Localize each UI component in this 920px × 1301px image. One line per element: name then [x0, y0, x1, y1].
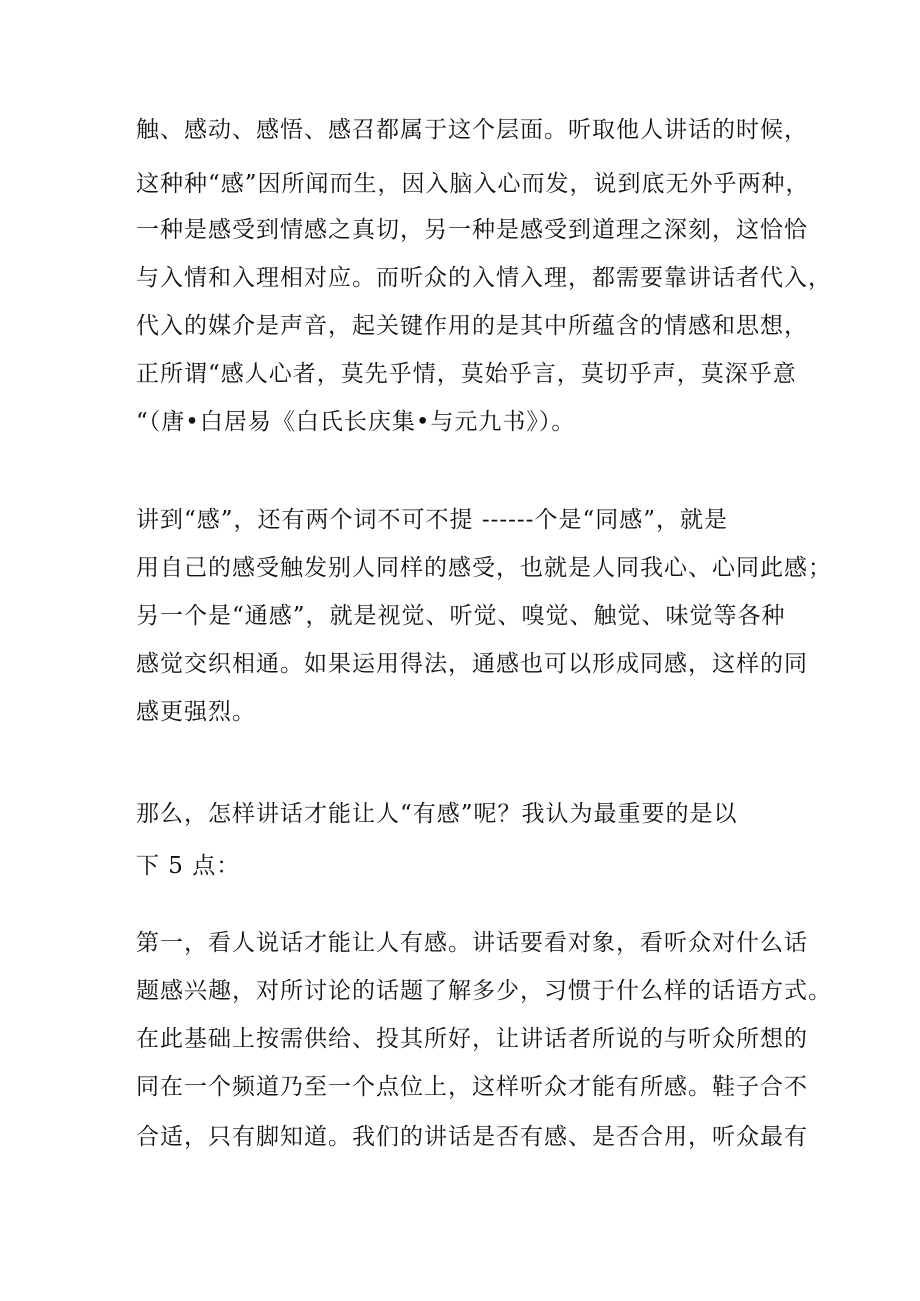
- text-line: 下 5 点：: [136, 853, 241, 879]
- text-line: 讲到“感”，还有两个词不可不提 ------个是“同感”，就是: [136, 507, 728, 533]
- text-line: 同在一个频道乃至一个点位上，这样听众才能有所感。鞋子合不: [136, 1074, 808, 1100]
- text-line: 另一个是“通感”，就是视觉、听觉、嗅觉、触觉、味觉等各种: [136, 603, 786, 629]
- text-line: 题感兴趣，对所讨论的话题了解多少，习惯于什么样的话语方式。: [136, 978, 832, 1004]
- text-line: 触、感动、感悟、感召都属于这个层面。听取他人讲话的时候，: [136, 117, 808, 143]
- text-line: 感更强烈。: [136, 699, 256, 725]
- text-line: 这种种“感”因所闻而生，因入脑入心而发，说到底无外乎两种，: [136, 171, 810, 197]
- text-line: 代入的媒介是声音，起关键作用的是其中所蕴含的情感和思想，: [136, 313, 808, 339]
- text-line: 第一，看人说话才能让人有感。讲话要看对象，看听众对什么话: [136, 930, 808, 956]
- text-line: 与入情和入理相对应。而听众的入情入理，都需要靠讲话者代入，: [136, 265, 832, 291]
- text-line: 正所谓“感人心者，莫先乎情，莫始乎言，莫切乎声，莫深乎意: [136, 361, 797, 387]
- text-line: 那么，怎样讲话才能让人“有感”呢？我认为最重要的是以: [136, 801, 738, 827]
- text-line: 感觉交织相通。如果运用得法，通感也可以形成同感，这样的同: [136, 651, 808, 677]
- text-line: “（唐•白居易《白氏长庆集•与元九书》）。: [136, 409, 576, 435]
- text-line: 用自己的感受触发别人同样的感受，也就是人同我心、心同此感；: [136, 555, 832, 581]
- text-line: 在此基础上按需供给、投其所好，让讲话者所说的与听众所想的: [136, 1026, 808, 1052]
- text-line: 一种是感受到情感之真切，另一种是感受到道理之深刻，这恰恰: [136, 217, 808, 243]
- text-line: 合适，只有脚知道。我们的讲话是否有感、是否合用，听众最有: [136, 1124, 808, 1150]
